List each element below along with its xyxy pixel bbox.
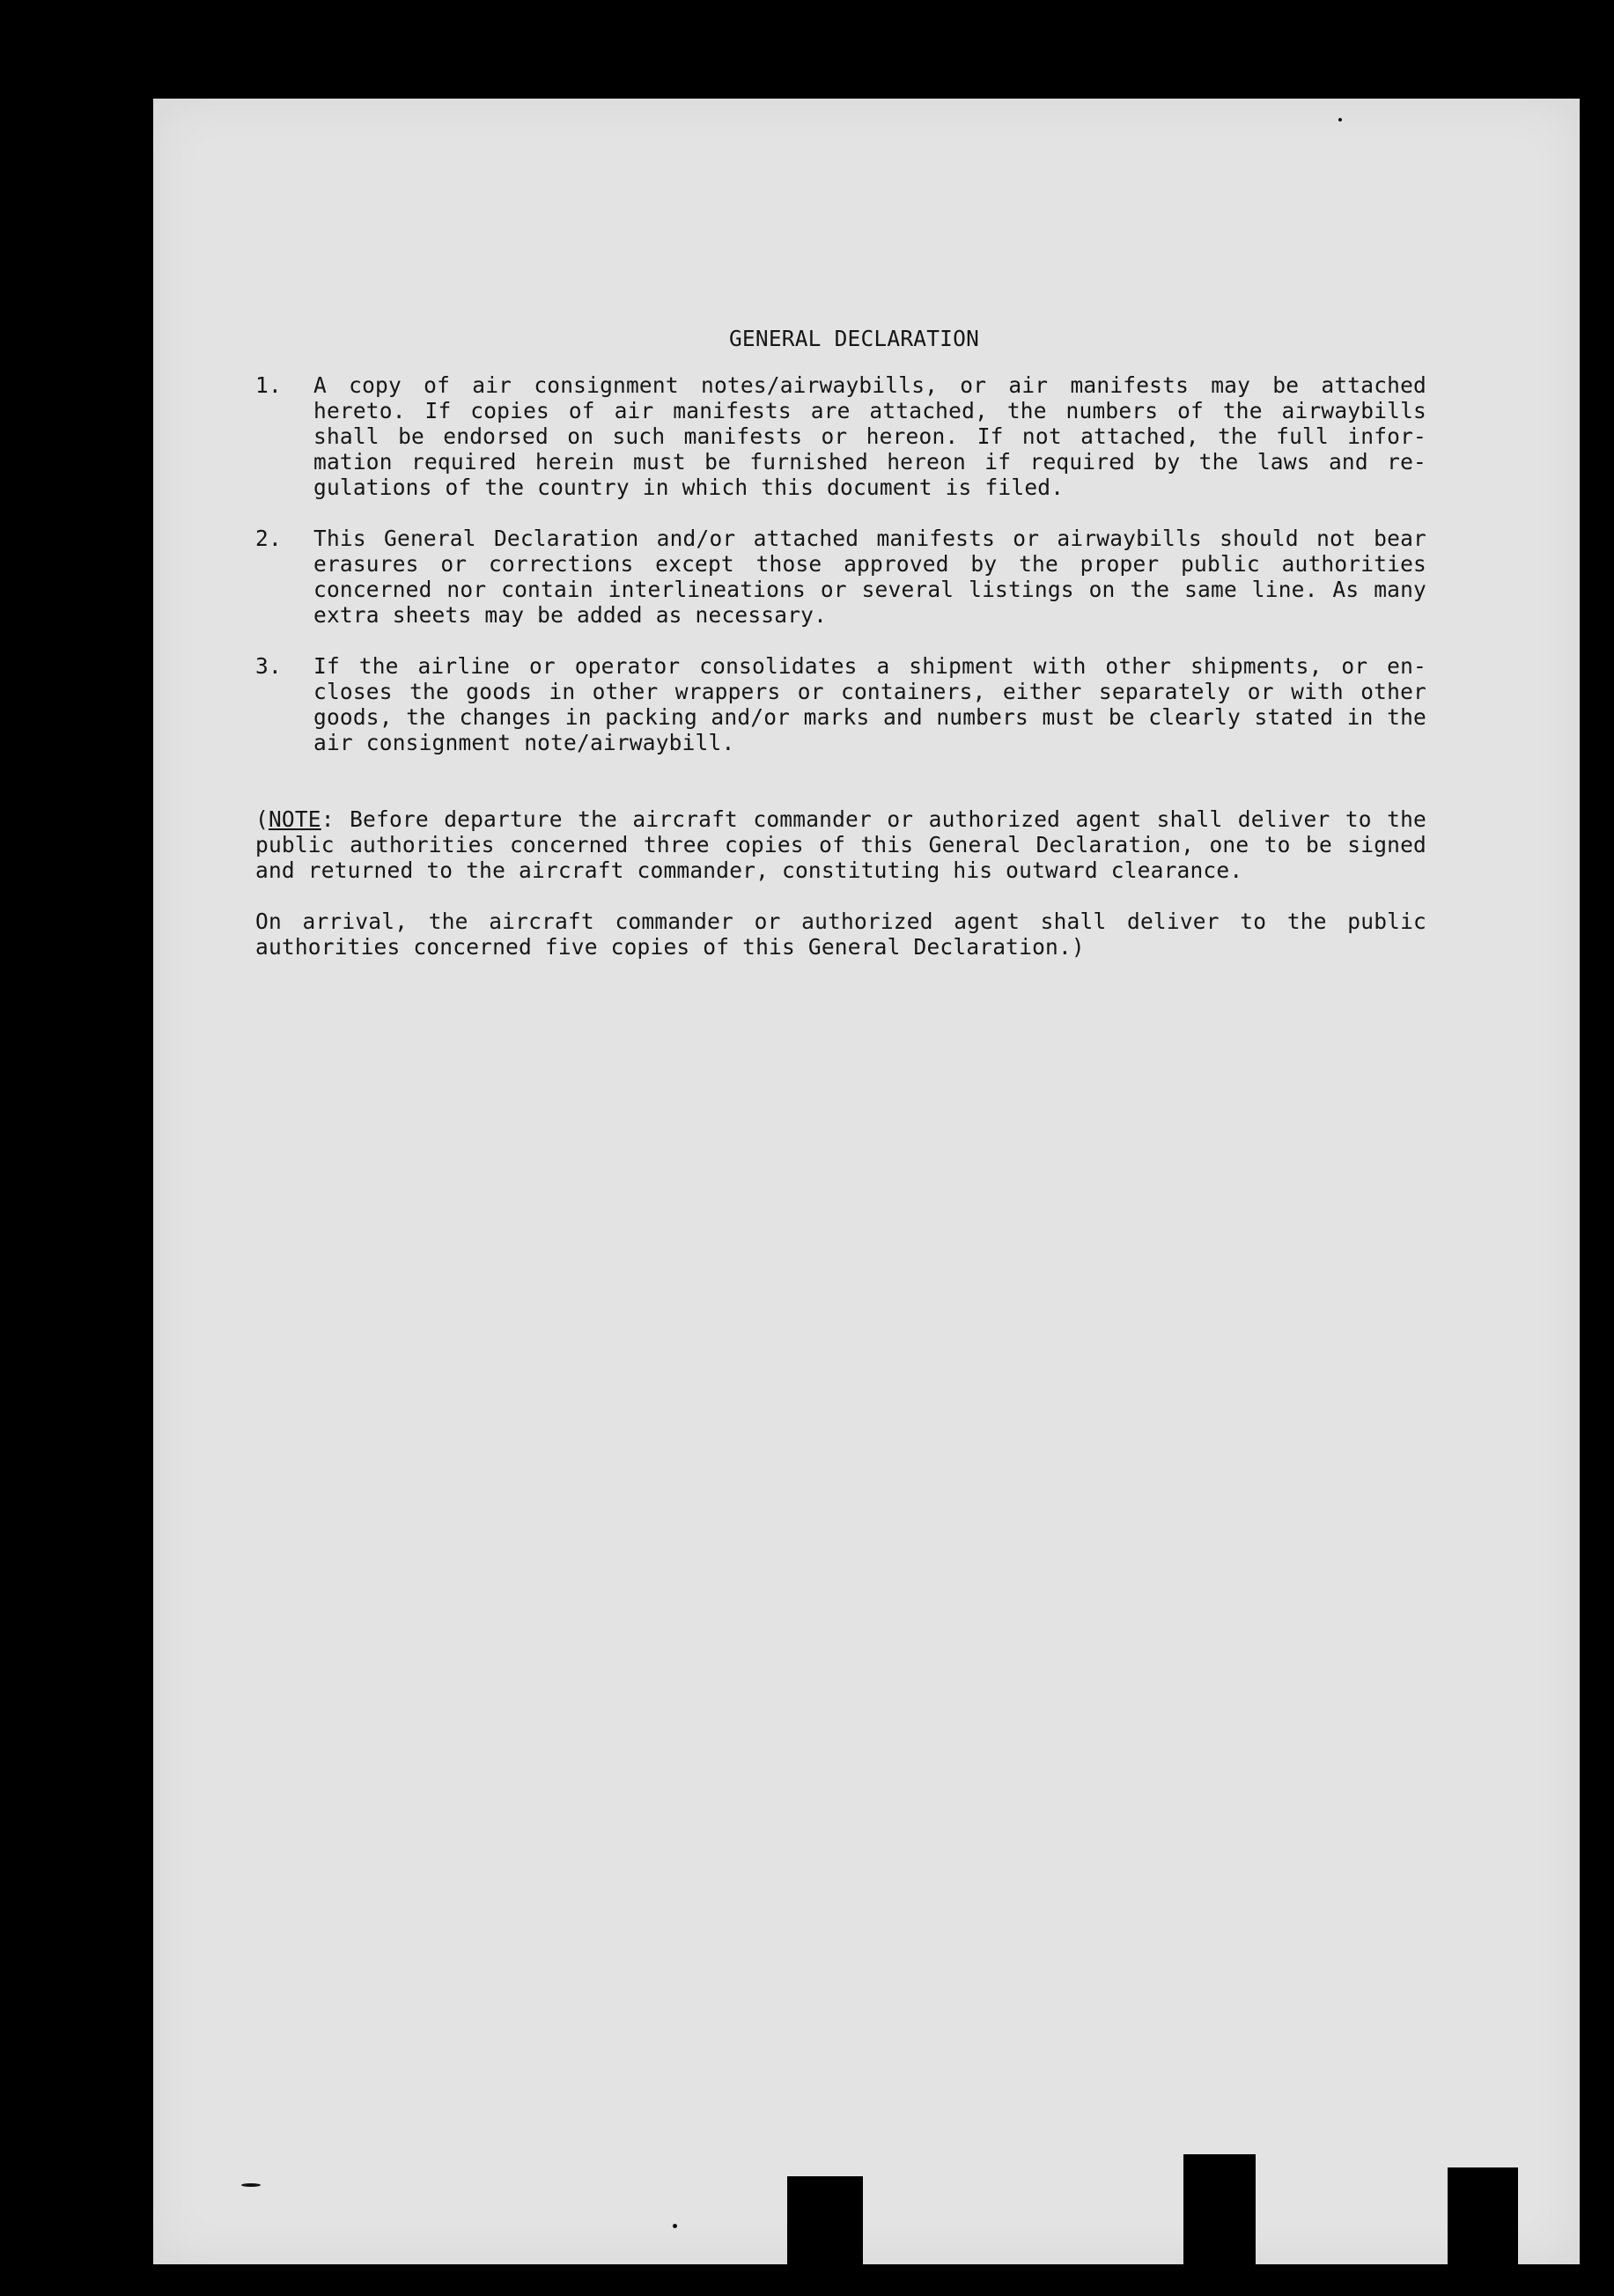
document-title: GENERAL DECLARATION bbox=[728, 326, 980, 351]
scan-blot-center bbox=[1183, 2154, 1256, 2264]
scan-blot-right bbox=[1448, 2167, 1518, 2264]
arrival-paragraph: On arrival, the aircraft commander or authorized agent shall deliver to the public authorities concerned five copies of this General Declaration.) bbox=[255, 909, 1426, 960]
item-text: If the airline or operator consolidates a shipment with other shipments, or en-closes the goods in other wrappers or containers, either separately or with other goods, the changes in packing and/or marks and numbers must be clearly stated in the air consignment note/airwaybill. bbox=[313, 653, 1426, 755]
declaration-item bbox=[255, 526, 1426, 628]
note-paragraph bbox=[255, 806, 1426, 883]
note-text: : Before departure the aircraft commander or authorized agent shall deliver to the public authorities concerned three copies of this General Declaration, one to be signed and returned to the aircraft commander, constituting his outward clearance. bbox=[255, 806, 1426, 883]
item-text: This General Declaration and/or attached manifests or airwaybills should not bear erasures or corrections except those approved by the proper public authorities concerned nor contain interlineations or several listings on the same line. As many extra sheets may be added as necessary. bbox=[313, 526, 1426, 628]
declaration-item bbox=[255, 653, 1426, 755]
note-label: NOTE bbox=[268, 806, 321, 832]
item-text: A copy of air consignment notes/airwaybills, or air manifests may be attached hereto. If copies of air manifests are attached, the numbers of the airwaybills shall be endorsed on such manifests or hereon. If not attached, the full infor-mation required herein must be furnished hereon if required by the laws and re-gulations of the country in which this document is filed. bbox=[313, 372, 1426, 500]
declaration-item bbox=[255, 372, 1426, 500]
item-number: 1. bbox=[255, 372, 282, 398]
scan-speck bbox=[1338, 118, 1342, 121]
note-open-paren: ( bbox=[255, 806, 269, 832]
item-number: 3. bbox=[255, 653, 282, 679]
scan-speck bbox=[241, 2183, 261, 2187]
declaration-content bbox=[255, 326, 1426, 960]
item-number: 2. bbox=[255, 526, 282, 551]
scan-speck bbox=[673, 2224, 677, 2228]
scan-blot-left bbox=[787, 2176, 863, 2264]
